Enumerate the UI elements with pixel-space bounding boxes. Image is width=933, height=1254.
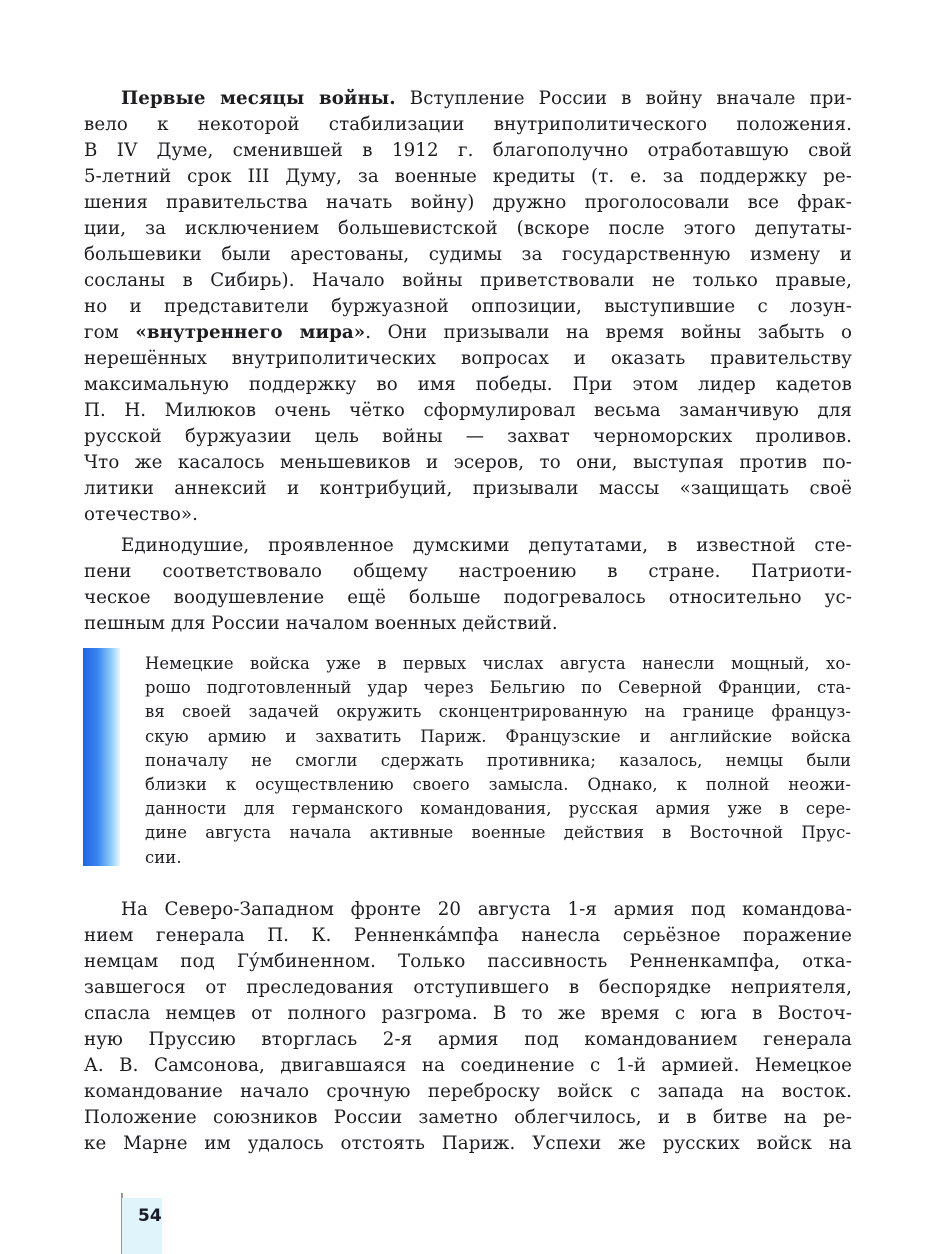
page-number: 54 [138, 1206, 162, 1226]
text-line: шения правительства начать войну) дружно проголосовали все фрак- [84, 192, 852, 213]
text-line [84, 320, 852, 346]
text-segment: гом [84, 322, 136, 343]
text-line: русской буржуазии цель войны — захват черноморских проливов. [84, 426, 852, 447]
text-line: вело к некоторой стабилизации внутриполитического положения. [84, 114, 852, 135]
text-line: 5-летний срок III Думу, за военные кредиты (т. е. за поддержку ре- [84, 166, 852, 187]
highlight-box [83, 648, 853, 866]
text-line [84, 86, 852, 112]
text-line: завшегося от преследования отступившего в беспорядке неприятеля, [84, 977, 852, 998]
text-line: дине августа начала активные военные действия в Восточной Прус- [145, 823, 851, 843]
paragraph-first-months-of-war [84, 86, 852, 528]
text-line: командование начало срочную переброску войск с запада на восток. [84, 1081, 852, 1102]
text-segment: . Они призывали на время войны забыть о [365, 322, 852, 343]
paragraph-unanimity [84, 533, 852, 637]
text-segment: Вступление России в войну вначале при- [395, 88, 852, 109]
text-line: данности для германского командования, русская армия уже в сере- [145, 799, 851, 819]
text-line: Единодушие, проявленное думскими депутатами, в известной сте- [121, 535, 852, 556]
text-line: максимальную поддержку во имя победы. При этом лидер кадетов [84, 374, 852, 395]
text-line: ции, за исключением большевистской (вскоре после этого депутаты- [84, 218, 852, 239]
text-line: большевики были арестованы, судимы за государственную измену и [84, 244, 852, 265]
paragraph-northwest-front [84, 897, 852, 1157]
text-line: ческое воодушевление ещё больше подогревалось относительно ус- [84, 587, 852, 608]
text-line: спасла немцев от полного разгрома. В то же время с юга в Восточ- [84, 1003, 852, 1024]
bold-term: «внутреннего мира» [135, 322, 366, 343]
text-line: рошо подготовленный удар через Бельгию по Северной Франции, ста- [145, 678, 851, 698]
blue-accent-bar [83, 648, 120, 866]
text-line: отечество». [84, 504, 199, 525]
text-line: поначалу не смогли сдержать противника; казалось, немцы были [145, 750, 851, 770]
text-line: В IV Думе, сменившей в 1912 г. благополучно отработавшую свой [84, 140, 852, 161]
text-line: близки к осуществлению своего замысла. Однако, к полной неожи- [145, 774, 851, 794]
text-line: ную Пруссию вторглась 2-я армия под командованием генерала [84, 1029, 852, 1050]
bold-term: Первые месяцы войны. [121, 88, 396, 109]
text-line: ке Марне им удалось отстоять Париж. Успехи же русских войск на [84, 1133, 852, 1154]
text-line: нерешённых внутриполитических вопросах и оказать правительству [84, 348, 852, 369]
text-line: пени соответствовало общему настроению в стране. Патриоти- [84, 561, 852, 582]
text-line: Что же касалось меньшевиков и эсеров, то они, выступая против по- [84, 452, 852, 473]
text-line: сии. [145, 847, 182, 867]
highlight-box-text [145, 652, 851, 870]
text-line: немцам под Гу́мбиненном. Только пассивность Ренненкампфа, отка- [84, 951, 852, 972]
page-number-tab [122, 1198, 162, 1254]
text-line: Положение союзников России заметно облегчилось, и в битве на ре- [84, 1107, 852, 1128]
text-line: скую армию и захватить Париж. Французские и английские войска [145, 726, 851, 746]
text-line: сосланы в Сибирь). Начало войны приветствовали не только правые, [84, 270, 852, 291]
text-line: нием генерала П. К. Ренненка́мпфа нанесла серьёзное поражение [84, 925, 852, 946]
text-line: На Северо-Западном фронте 20 августа 1-я армия под командова- [121, 899, 852, 920]
text-line: но и представители буржуазной оппозиции, выступившие с лозун- [84, 296, 852, 317]
text-line: П. Н. Милюков очень чётко сформулировал весьма заманчивую для [84, 400, 852, 421]
text-line: пешным для России началом военных действий. [84, 613, 558, 634]
text-line: А. В. Самсонова, двигавшаяся на соединение с 1-й армией. Немецкое [84, 1055, 852, 1076]
text-line: литики аннексий и контрибуций, призывали массы «защищать своё [84, 478, 852, 499]
text-line: вя своей задачей окружить сконцентрированную на границе француз- [145, 702, 851, 722]
text-line: Немецкие войска уже в первых числах августа нанесли мощный, хо- [145, 654, 851, 673]
